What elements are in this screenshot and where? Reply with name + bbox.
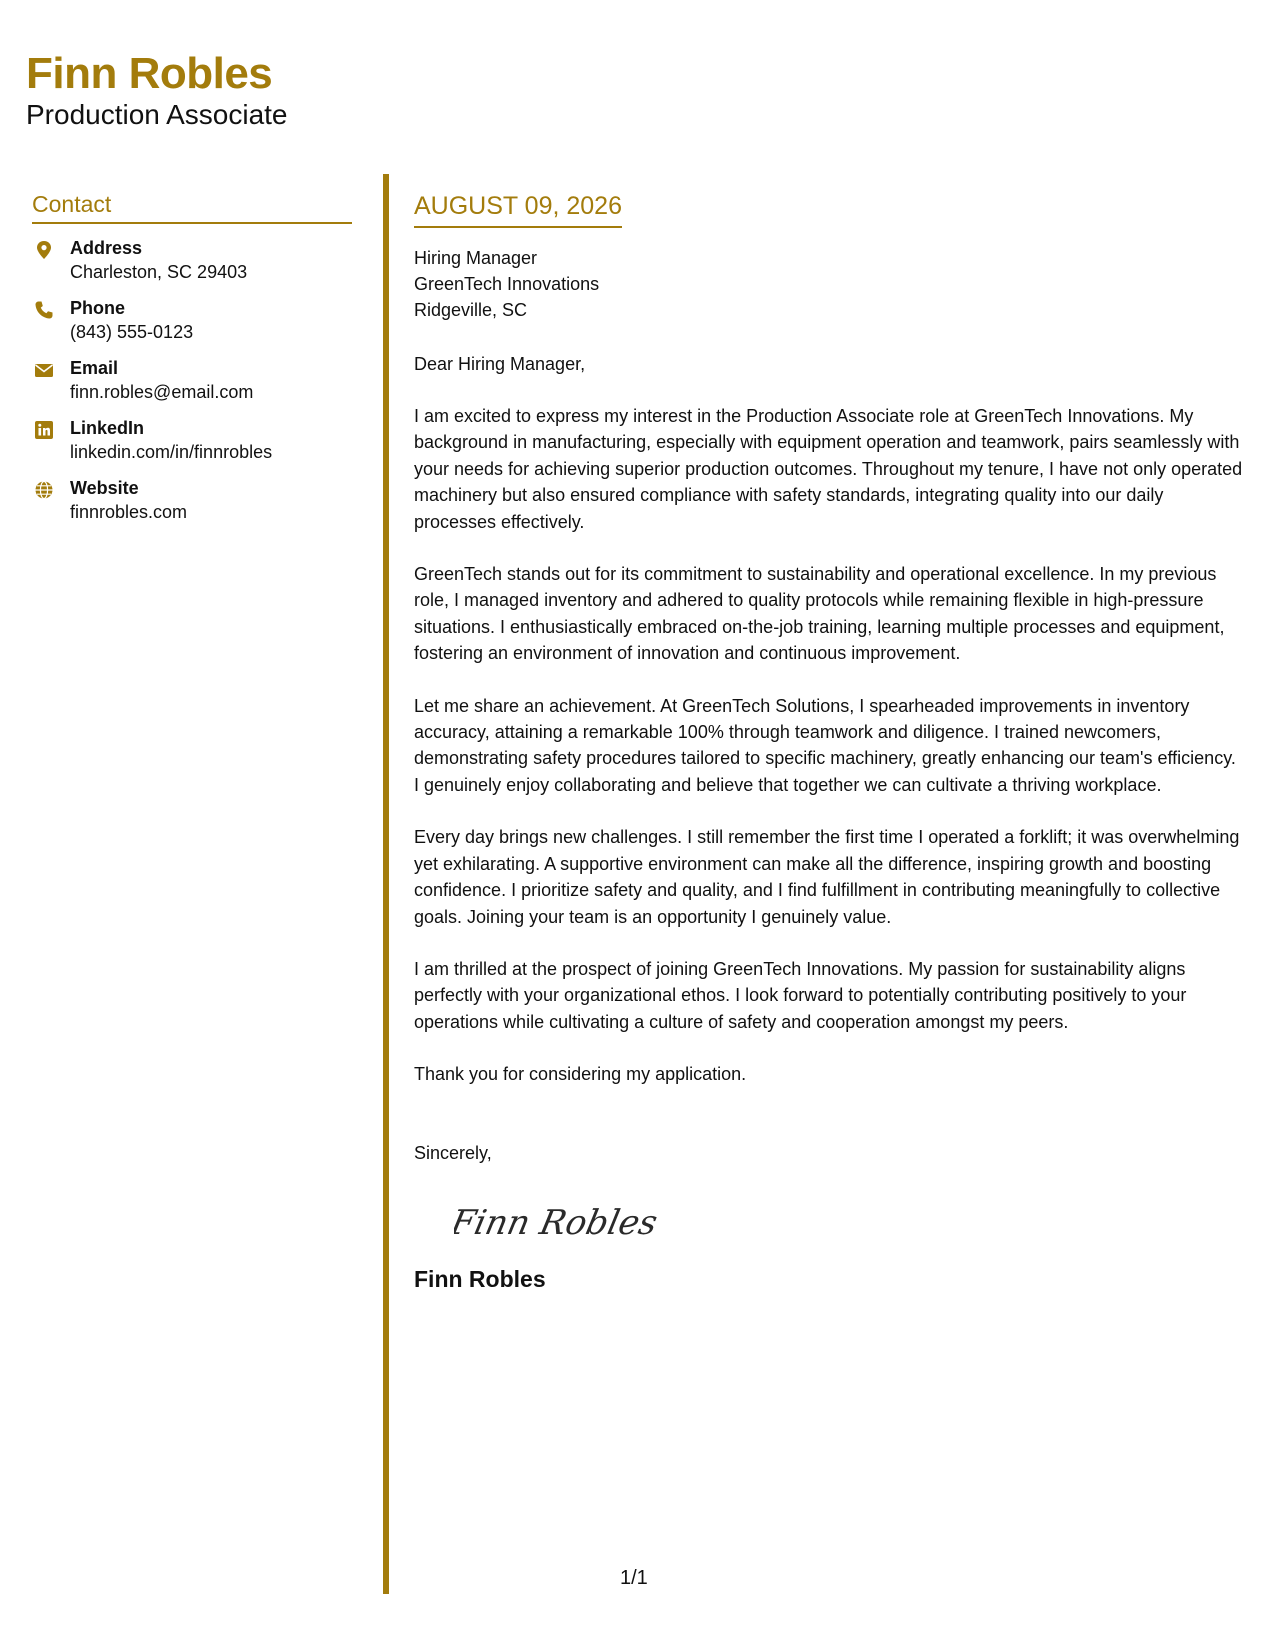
paragraph: GreenTech stands out for its commitment to sustainability and operational excellence. In my previous role, I managed inventory and adhered to quality protocols while remaining flexible in high-pressure situations. I enthusiastically embraced on-the-job training, learning multiple processes and equipment, fostering an environment of innovation and continuous improvement.: [414, 564, 1225, 664]
vertical-divider: [383, 174, 389, 1594]
closing: Sincerely,: [414, 1142, 492, 1163]
paragraph: I am thrilled at the prospect of joining GreenTech Innovations. My passion for sustainability aligns perfectly with your organizational ethos. I look forward to potentially contributing positively to your operations while cultivating a culture of safety and cooperation amongst my peers.: [414, 958, 1187, 1032]
contact-item-address: [32, 236, 352, 284]
greeting: Dear Hiring Manager,: [414, 354, 586, 374]
linkedin-icon: [34, 420, 54, 440]
contact-label: LinkedIn: [70, 418, 145, 438]
contact-item-website: [32, 476, 352, 524]
letter-body: [414, 190, 1244, 1294]
contact-value: finn.robles@email.com: [70, 382, 254, 402]
contact-value: (843) 555-0123: [70, 322, 194, 342]
recipient-line: Ridgeville, SC: [414, 300, 528, 320]
recipient-line: GreenTech Innovations: [414, 274, 600, 294]
signature-text: Finn Robles: [454, 1202, 661, 1243]
contact-value: linkedin.com/in/finnrobles: [70, 442, 273, 462]
letter-date: AUGUST 09, 2026: [414, 190, 622, 228]
contact-label: Phone: [70, 298, 126, 318]
applicant-name: Finn Robles: [26, 49, 273, 98]
contact-label: Address: [70, 238, 143, 258]
paragraph: Let me share an achievement. At GreenTech Solutions, I spearheaded improvements in inventory accuracy, attaining a remarkable 100% through teamwork and diligence. I trained newcomers, demonstrating safety procedures tailored to specific machinery, greatly enhancing our team's efficiency. I genuinely enjoy collaborating and believe that together we can cultivate a thriving workplace.: [414, 695, 1236, 795]
letter-paragraphs: [414, 403, 1244, 1088]
paragraph: Every day brings new challenges. I still remember the first time I operated a forklift; it was overwhelming yet exhilarating. A supportive environment can make all the difference, inspiring growth and boosting confidence. I prioritize safety and quality, and I find fulfillment in contributing meaningfully to collective goals. Joining your team is an opportunity I genuinely value.: [414, 827, 1240, 927]
contact-item-email: [32, 356, 352, 404]
map-pin-icon: [34, 240, 54, 260]
recipient-block: [414, 245, 1244, 323]
handwritten-signature: [454, 1192, 674, 1248]
contact-sidebar: [32, 190, 352, 524]
page-number: 1/1: [620, 1567, 648, 1589]
recipient-line: Hiring Manager: [414, 248, 538, 268]
applicant-role: Production Associate: [26, 99, 288, 130]
globe-icon: [34, 480, 54, 500]
envelope-icon: [34, 360, 54, 380]
contact-item-linkedin: [32, 416, 352, 464]
contact-value: finnrobles.com: [70, 502, 188, 522]
contact-item-phone: [32, 296, 352, 344]
contact-label: Website: [70, 478, 139, 498]
contact-value: Charleston, SC 29403: [70, 262, 248, 282]
contact-label: Email: [70, 358, 119, 378]
phone-icon: [34, 300, 54, 320]
signer-name: Finn Robles: [414, 1265, 546, 1292]
contact-heading: Contact: [32, 190, 352, 224]
paragraph: I am excited to express my interest in the Production Associate role at GreenTech Innovations. My background in manufacturing, especially with equipment operation and teamwork, pairs seamlessly with your needs for achieving superior production outcomes. Throughout my tenure, I have not only operated machinery but also ensured compliance with safety standards, integrating quality into our daily processes effectively.: [414, 406, 1243, 532]
paragraph: Thank you for considering my application.: [414, 1064, 747, 1085]
